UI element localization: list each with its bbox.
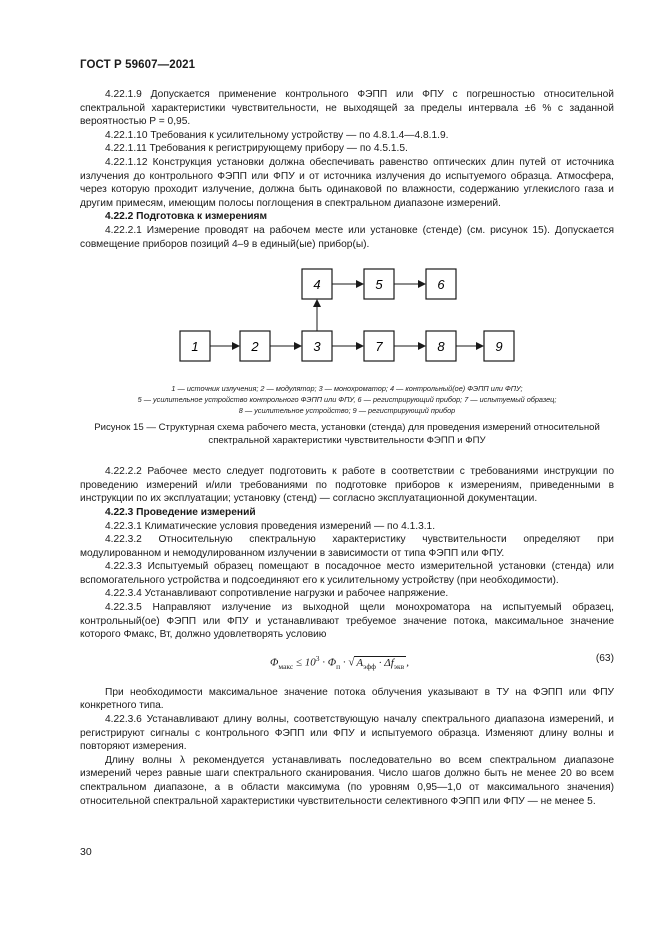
figure-caption	[80, 422, 614, 447]
legend-line: 1 — источник излучения; 2 — модулятор; 3 — монохроматор; 4 — контрольный(ое) ФЭПП или ФПУ;	[171, 384, 523, 394]
diagram-label-1: 1	[191, 339, 199, 355]
block-diagram	[80, 265, 614, 375]
diagram-label-8: 8	[437, 339, 445, 355]
paragraph: 4.22.1.12 Конструкция установки должна обеспечивать равенство оптических длин путей от источника излучения до контрольного ФЭПП или ФПУ и от источника излучения до испытуемого образца. Атмосфера, через которую проходит излучение, должна быть одинаковой по влажности, содержанию углекислого газа и другим примесям, имеющим полосы поглощения в спектральном диапазоне измерений.	[80, 156, 614, 209]
diagram-label-5: 5	[375, 277, 383, 293]
paragraph: 4.22.1.9 Допускается применение контрольного ФЭПП или ФПУ с погрешностью относительной спектральной характеристики чувствительности, не выходящей за пределы интервала ±6 % с заданной вероятностью P = 0,95.	[80, 89, 614, 128]
diagram-label-9: 9	[495, 339, 503, 355]
paragraph: 4.22.3.2 Относительную спектральную характеристику чувствительности определяют при модулированном и немодулированном излучении в зависимости от типа ФЭПП или ФПУ.	[80, 534, 614, 559]
paragraph: 4.22.1.11 Требования к регистрирующему прибору — по 4.5.1.5.	[105, 143, 408, 155]
paragraph: 4.22.1.10 Требования к усилительному устройству — по 4.8.1.4—4.8.1.9.	[105, 129, 449, 141]
diagram-label-6: 6	[437, 277, 445, 293]
diagram-label-3: 3	[313, 339, 321, 355]
page-content	[80, 88, 614, 808]
paragraph: При необходимости максимальное значение потока облучения указывают в ТУ на ФЭПП или ФПУ конкретного типа.	[80, 686, 614, 712]
paragraph: 4.22.3.4 Устанавливают сопротивление нагрузки и рабочее напряжение.	[105, 588, 449, 600]
caption-line: спектральной характеристики чувствительности ФЭПП и ФПУ	[208, 434, 486, 446]
caption-line: Рисунок 15 — Структурная схема рабочего места, установки (стенда) для проведения измерений относительной	[94, 422, 600, 434]
paragraph: 4.22.3.5 Направляют излучение из выходной щели монохроматора на испытуемый образец, контрольный(ое) ФЭПП или ФПУ и устанавливают требуемое значение потока, максимальное значение которого Φмакс, Вт, должно удовлетворять условию	[80, 602, 614, 641]
paragraph: 4.22.2.1 Измерение проводят на рабочем месте или установке (стенде) (см. рисунок 15). Допускается совмещение приборов позиций 4–9 в единый(ые) прибор(ы).	[80, 224, 614, 250]
legend-line: 5 — усилительное устройство контрольного ФЭПП или ФПУ, 6 — регистрирующий прибор; 7 — испытуемый образец;	[137, 395, 557, 405]
legend-line: 8 — усилительное устройство; 9 — регистрирующий прибор	[238, 406, 456, 416]
paragraph: 4.22.3.1 Климатические условия проведения измерений — по 4.1.3.1.	[105, 520, 436, 532]
figure-legend	[80, 383, 614, 416]
paragraph: 4.22.3.3 Испытуемый образец помещают в посадочное место измерительной установки (стенда) или вспомогательного устройства и подсоединяют его к усилительному устройству (при необходимости).	[80, 561, 614, 586]
paragraph: Длину волны λ рекомендуется устанавливать последовательно во всем спектральном диапазоне измерений через равные шаги спектрального сканирования. Число шагов должно быть не менее 20 во всем спектральном диапазоне, а в области максимума (по уровням 0,95—1,0 от максимального значения) относительной спектральной характеристики чувствительности селективного ФЭПП или ФПУ — не менее 5.	[80, 754, 614, 807]
paragraph: 4.22.3.6 Устанавливают длину волны, соответствующую началу спектрального диапазона измерений, и регистрируют сигналы с контрольного ФЭПП или ФПУ и испытуемого образца. Изменяют длину волны и повторяют измерения.	[80, 714, 614, 753]
formula-63: $\Phi_{макс} \le 10^3 \cdot \Phi_п$ · √ $A_{эфф} \cdot \Delta f_{экв}$ ,	[270, 653, 409, 671]
diagram-label-7: 7	[375, 339, 383, 355]
section-heading: 4.22.2 Подготовка к измерениям	[105, 211, 268, 223]
diagram-label-2: 2	[251, 339, 259, 355]
diagram-label-4: 4	[313, 277, 321, 293]
section-heading: 4.22.3 Проведение измерений	[105, 506, 256, 518]
document-header: ГОСТ Р 59607—2021	[80, 59, 196, 71]
equation-number: (63)	[595, 652, 614, 664]
page-number: 30	[80, 846, 92, 858]
formula-row	[80, 646, 614, 680]
paragraph: 4.22.2.2 Рабочее место следует подготовить к работе в соответствии с требованиями инструкции по проведению измерений и/или требованиями по подготовке приборов к измерениям, приведенными в инструкции по их эксплуатации; установку (стенд) — согласно эксплуатационной документации.	[80, 466, 614, 505]
